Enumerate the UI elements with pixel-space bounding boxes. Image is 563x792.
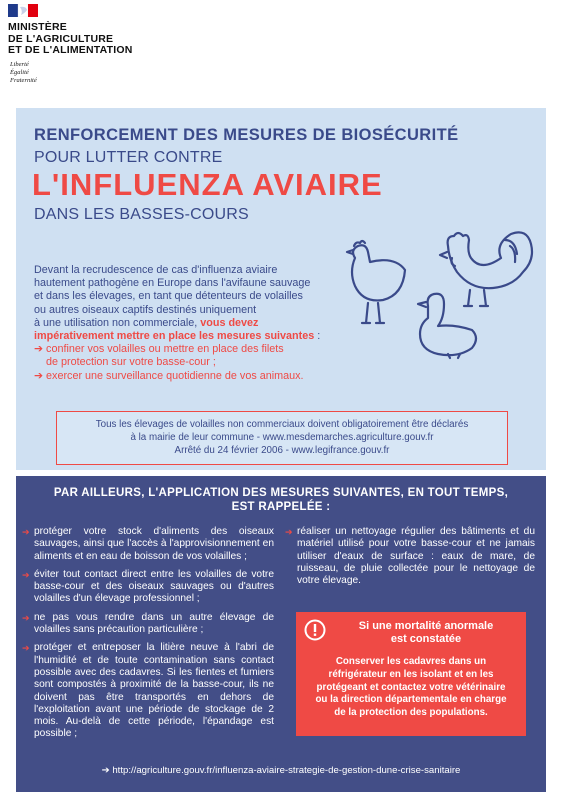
- intro-emphasis-2: impérativement mettre en place les mesures suivantes: [34, 330, 315, 343]
- title-line-4: DANS LES BASSES-COURS: [34, 206, 249, 223]
- heading-line: EST RAPPELÉE :: [231, 501, 331, 513]
- ministry-line: DE L'AGRICULTURE: [8, 32, 114, 45]
- alert-body-line: Conserver les cadavres dans un: [335, 656, 487, 667]
- exclamation-icon: [304, 619, 326, 641]
- intro-colon: :: [314, 330, 321, 343]
- motto-line: Liberté: [10, 61, 29, 68]
- intro-item-text: confiner vos volailles ou mettre en place des filets: [46, 343, 284, 356]
- notice-line: Arrêté du 24 février 2006 - www.legifrance.gouv.fr: [174, 444, 390, 456]
- alert-body-line: protégeant et contactez votre vétérinaire: [316, 681, 506, 693]
- title-line-1: RENFORCEMENT DES MESURES DE BIOSÉCURITÉ: [34, 126, 459, 144]
- alert-title-line: est constatée: [390, 633, 462, 645]
- measures-heading: [16, 486, 546, 514]
- intro-line: Devant la recrudescence de cas d'influenza aviaire: [34, 264, 278, 276]
- footer-link[interactable]: ➔ http://agriculture.gouv.fr/influenza-aviaire-strategie-de-gestion-dune-crise-sanitaire: [101, 765, 461, 776]
- title-main: L'INFLUENZA AVIAIRE: [32, 167, 383, 202]
- alert-title: [326, 620, 526, 646]
- intro-text: [34, 264, 334, 383]
- intro-line: [34, 330, 334, 343]
- intro-item: [34, 343, 334, 369]
- ministry-name: [8, 22, 133, 57]
- motto-line: Fraternité: [10, 77, 37, 84]
- alert-body-line: ou la direction départementale en charge: [315, 694, 507, 706]
- notice-text: [57, 412, 507, 457]
- marianne-flag-logo: [8, 4, 38, 17]
- alert-body-line: de la protection des populations.: [334, 707, 488, 719]
- measure-item: ➔ réaliser un nettoyage régulier des bâtiments et du matériel utilisé pour votre basse-cour et ne jamais utiliser d'eaux de surface : eaux de mare, de ruisseau, de pluie collectée pour le nettoyage de votre élevage.: [287, 526, 535, 587]
- chicken-icon: [347, 241, 405, 323]
- measures-left-column: [24, 526, 274, 747]
- intro-line: hautement pathogène en Europe dans l'avifaune sauvage: [34, 277, 311, 290]
- measure-item: ➔ protéger et entreposer la litière neuve à l'abri de l'humidité et de toute contamination sans contact possible avec des cadavres. Si les fientes et fumiers sont compostés à proximité de la basse-cour, ils ne doivent pas être transportés en dehors de l'exploitation avant une période de stockage de 2 mois. Au-delà de cette période, l'épandage est possible ;: [24, 642, 274, 740]
- measures-right-column: [287, 526, 535, 593]
- alert-title-line: Si une mortalité anormale: [358, 620, 494, 632]
- poultry-illustration: [340, 228, 540, 363]
- intro-line: [34, 317, 334, 330]
- mortality-alert: [296, 612, 526, 736]
- motto-line: Égalité: [10, 69, 29, 76]
- intro-item: [34, 370, 334, 383]
- notice-line: à la mairie de leur commune - www.mesdemarches.agriculture.gouv.fr: [130, 431, 434, 443]
- rooster-icon: [440, 232, 532, 306]
- arrow-icon: ➔: [34, 343, 44, 356]
- measure-item: ➔ éviter tout contact direct entre les volailles de votre basse-cour et des oiseaux sauvages ou d'autres volailles d'un élevage professionnel ;: [24, 569, 274, 606]
- declaration-notice: [56, 411, 508, 465]
- intro-line: ou autres oiseaux captifs destinés uniquement: [34, 303, 257, 316]
- measure-item: ➔ ne pas vous rendre dans un autre élevage de volailles sans précaution particulière ;: [24, 612, 274, 637]
- notice-line: Tous les élevages de volailles non commerciaux doivent obligatoirement être déclarés: [95, 419, 469, 430]
- intro-emphasis-1: vous devez: [200, 316, 259, 329]
- intro-lead: à une utilisation non commerciale,: [34, 316, 198, 329]
- title-line-2: POUR LUTTER CONTRE: [34, 149, 223, 166]
- measure-item: ➔ protéger votre stock d'aliments des oiseaux sauvages, ainsi que l'accès à l'approvisionnement en aliments et en eau de boisson de vos volailles ;: [24, 526, 274, 563]
- ministry-logo: [8, 4, 208, 94]
- intro-line: et dans les élevages, en tant que détenteurs de volailles: [34, 290, 303, 303]
- intro-item-text: exercer une surveillance quotidienne de vos animaux.: [46, 369, 304, 382]
- republic-motto: [10, 61, 37, 85]
- heading-line: PAR AILLEURS, L'APPLICATION DES MESURES SUIVANTES, EN TOUT TEMPS,: [53, 487, 509, 499]
- alert-body: [304, 656, 518, 720]
- intro-item-text: de protection sur votre basse-cour ;: [46, 356, 216, 369]
- alert-body-line: réfrigérateur en les isolant et en les: [328, 668, 494, 680]
- ministry-line: MINISTÈRE: [8, 21, 67, 33]
- arrow-icon: ➔: [34, 369, 44, 382]
- ministry-line: ET DE L'ALIMENTATION: [8, 44, 133, 56]
